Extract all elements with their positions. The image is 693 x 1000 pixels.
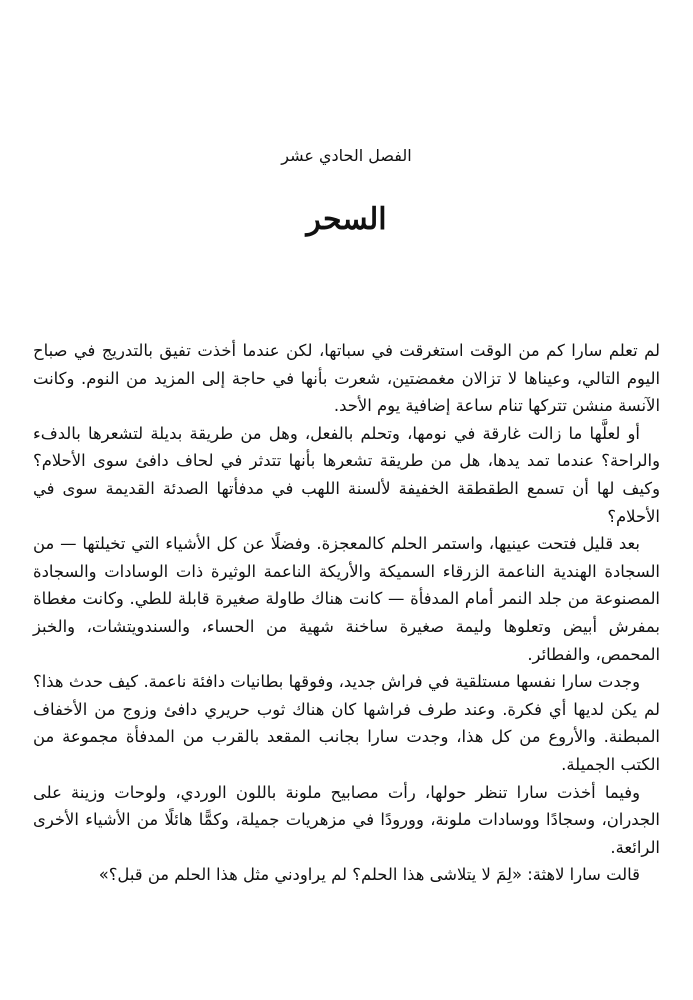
chapter-number: الفصل الحادي عشر	[281, 146, 412, 165]
paragraph: أو لعلَّها ما زالت غارقة في نومها، وتحلم بالفعل، وهل من طريقة بديلة لتشعرها بالدفء والراحة؟ عندما تمد يدها، هل من طريقة تشعرها بأنها تتدثر في لحاف دافئ سوى الأحلام؟ وكيف لها أن تسمع الطقطقة الخفيفة لألسنة اللهب في مدفأتها الصدئة القديمة سوى في الأحلام؟	[33, 423, 660, 526]
chapter-body	[33, 337, 660, 889]
paragraph: وفيما أخذت سارا تنظر حولها، رأت مصابيح ملونة باللون الوردي، ولوحات وزينة على الجدران، وسجادًا ووسادات ملونة، وورودًا في مزهريات جميلة، وكمًّا هائلًا من الأشياء الأخرى الرائعة.	[33, 782, 660, 857]
paragraph: قالت سارا لاهثة: «لِمَ لا يتلاشى هذا الحلم؟ لم يراودني مثل هذا الحلم من قبل؟»	[98, 865, 640, 885]
paragraph: بعد قليل فتحت عينيها، واستمر الحلم كالمعجزة. وفضلًا عن كل الأشياء التي تخيلتها — من السجادة الهندية الناعمة الزرقاء السميكة والأريكة الناعمة الوثيرة ذات الوسادات والسجادة المصنوعة من جلد النمر أمام المدفأة — كانت هناك طاولة صغيرة قابلة للطي. وكانت مغطاة بمفرش أبيض وتعلوها وليمة صغيرة ساخنة شهية من الحساء، والسندويتشات، والخبز المحمص، والفطائر.	[33, 534, 660, 664]
paragraph: وجدت سارا نفسها مستلقية في فراش جديد، وفوقها بطانيات دافئة ناعمة. كيف حدث هذا؟ لم يكن لديها أي فكرة. وعند طرف فراشها كان هناك ثوب حريري دافئ وزوج من الأخفاف المبطنة. والأروع من كل هذا، وجدت سارا بجانب المقعد بالقرب من المدفأة مجموعة من الكتب الجميلة.	[33, 672, 660, 774]
chapter-title: السحر	[306, 202, 387, 237]
paragraph: لم تعلم سارا كم من الوقت استغرقت في سباتها، لكن عندما أخذت تفيق بالتدريج في صباح اليوم التالي، وعيناها لا تزالان مغمضتين، شعرت بأنها في حاجة إلى المزيد من النوم. وكانت الآنسة منشن تتركها تنام ساعة إضافية يوم الأحد.	[33, 341, 660, 416]
